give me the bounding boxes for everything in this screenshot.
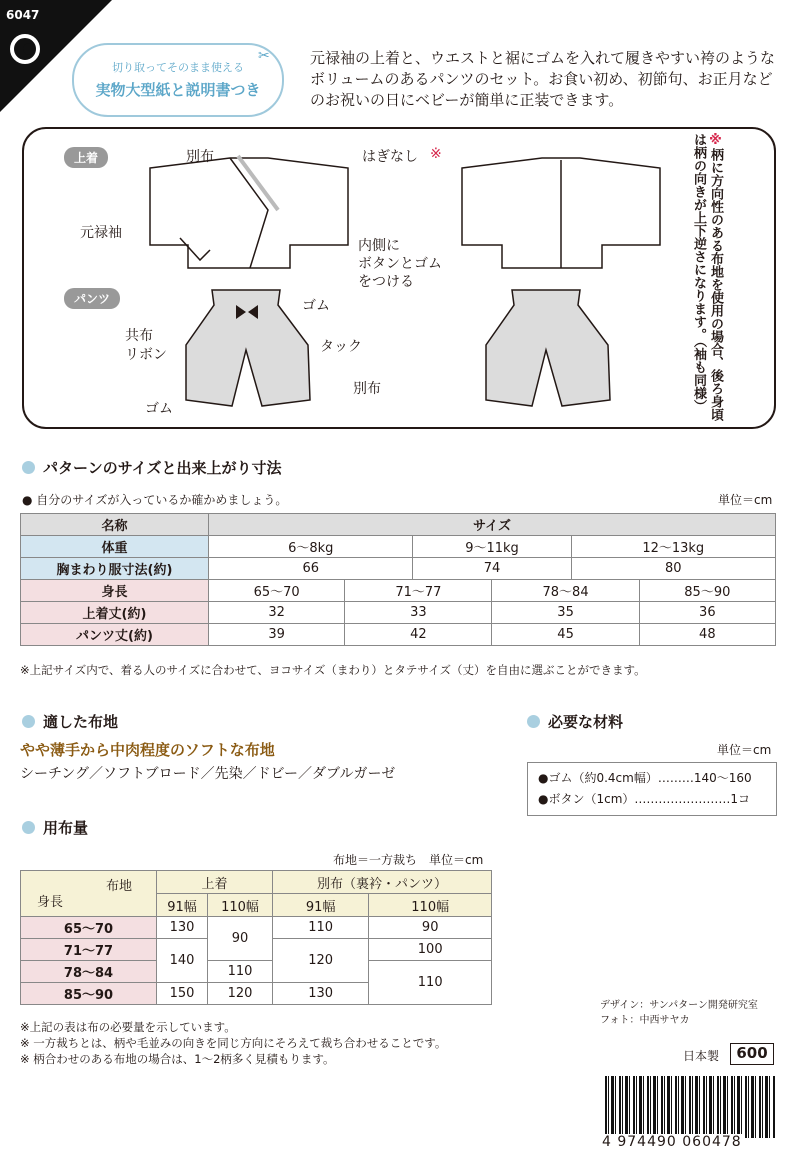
label-ribbon: リボン (125, 347, 167, 363)
badge-line1: 切り取ってそのまま使える (112, 61, 244, 74)
product-code: 6047 (6, 8, 40, 22)
note-mark: ※ (708, 133, 723, 148)
jacket-front-drawing (150, 158, 348, 268)
yardage-table: 布地 身長 上着 別布（裏衿・パンツ） 91幅 110幅 91幅 110幅 65〜70 130 90 110 90 71〜77 140 120 100 78〜84 110 110 85〜90 150 120 130 (20, 870, 492, 1005)
material-button: ●ボタン（1cm）……………………1コ (538, 792, 751, 806)
credit-design: デザイン：サンパターン開発研究室 (600, 1000, 758, 1011)
materials-unit: 単位＝cm (717, 743, 772, 757)
pants-back-drawing (486, 290, 610, 406)
yardage-note3: ※ 柄合わせのある布地の場合は、1〜2柄多く見積もります。 (20, 1052, 335, 1066)
label-gomu-bottom: ゴム (145, 401, 173, 417)
bullet-dot-icon (22, 715, 35, 728)
label-gomu-top: ゴム (302, 298, 330, 314)
yardage-note1: ※上記の表は布の必要量を示しています。 (20, 1020, 236, 1034)
fabric-list: シーチング／ソフトブロード／先染／ドビー／ダブルガーゼ (20, 766, 396, 782)
label-tuck: タック (320, 339, 362, 355)
bullet-dot-icon (22, 821, 35, 834)
pattern-badge (72, 43, 284, 117)
size-table: 名称 サイズ 体重 6〜8kg 9〜11kg 12〜13kg 胸まわり服寸法(約) 66 74 80 身長 65〜70 71〜77 78〜84 85〜90 上着丈(約) 32 33 35 36 パンツ丈(約) 39 42 45 48 (20, 513, 776, 646)
note-text: 柄に方向性のある布地を使用の場合、後ろ身頃は柄の向きが上下逆さになります。 (691, 133, 723, 421)
label-genroku: 元禄袖 (80, 225, 122, 241)
intro-text: 元禄袖の上着と、ウエストと裾にゴムを入れて履きやすい袴のようなボリュームのあるパンツのセット。お食い初め、初節句、お正月などのお祝いの日にベビーが簡単に正装できます。 (310, 49, 776, 109)
price-box: 600 (730, 1043, 774, 1065)
label-hagi-mark: ※ (430, 146, 442, 162)
badge-line2: 実物大型紙と説明書つき (95, 81, 261, 99)
size-section-title: パターンのサイズと出来上がり寸法 (22, 457, 282, 478)
yardage-caption: 布地＝一方裁ち 単位＝cm (333, 853, 484, 867)
brand-logo-icon (10, 34, 40, 64)
pants-front-drawing (186, 290, 310, 406)
label-betsununo: 別布 (186, 149, 214, 165)
size-note: ※上記サイズ内で、着る人のサイズに合わせて、ヨコサイズ（まわり）とタテサイズ（丈）を自由に選ぶことができます。 (20, 663, 646, 677)
bullet-dot-icon (22, 461, 35, 474)
barcode (605, 1076, 775, 1138)
materials-title: 必要な材料 (527, 711, 623, 732)
yardage-note2: ※ 一方裁ちとは、柄や毛並みの向きを同じ方向にそろえて裁ち合わせることです。 (20, 1036, 447, 1050)
bullet-dot-icon (527, 715, 540, 728)
materials-box (527, 762, 777, 816)
note-paren: （袖も同様） (691, 341, 706, 413)
material-elastic: ●ゴム（約0.4cm幅）………140〜160 (538, 771, 752, 785)
label-betsununo2: 別布 (353, 381, 381, 397)
label-inner-3: をつける (358, 274, 414, 290)
size-unit: 単位＝cm (718, 493, 773, 507)
credit-photo: フォト：中西サヤカ (600, 1015, 690, 1026)
size-bullet: ● 自分のサイズが入っているか確かめましょう。 (22, 493, 288, 507)
label-tomonuno: 共布 (125, 328, 153, 344)
label-inner-2: ボタンとゴム (358, 256, 442, 272)
scissors-icon: ✂ (258, 48, 270, 64)
yardage-title: 用布量 (22, 817, 88, 838)
made-in-japan: 日本製 (683, 1049, 720, 1063)
pill-pants: パンツ (64, 288, 120, 309)
pill-jacket: 上着 (64, 147, 108, 168)
barcode-number: 4 974490 060478 (602, 1134, 742, 1150)
fabric-headline: やや薄手から中肉程度のソフトな布地 (20, 741, 275, 759)
direction-note (690, 133, 724, 423)
label-inner-1: 内側に (358, 238, 400, 254)
fabric-title: 適した布地 (22, 711, 118, 732)
label-hagi: はぎなし (362, 149, 418, 165)
